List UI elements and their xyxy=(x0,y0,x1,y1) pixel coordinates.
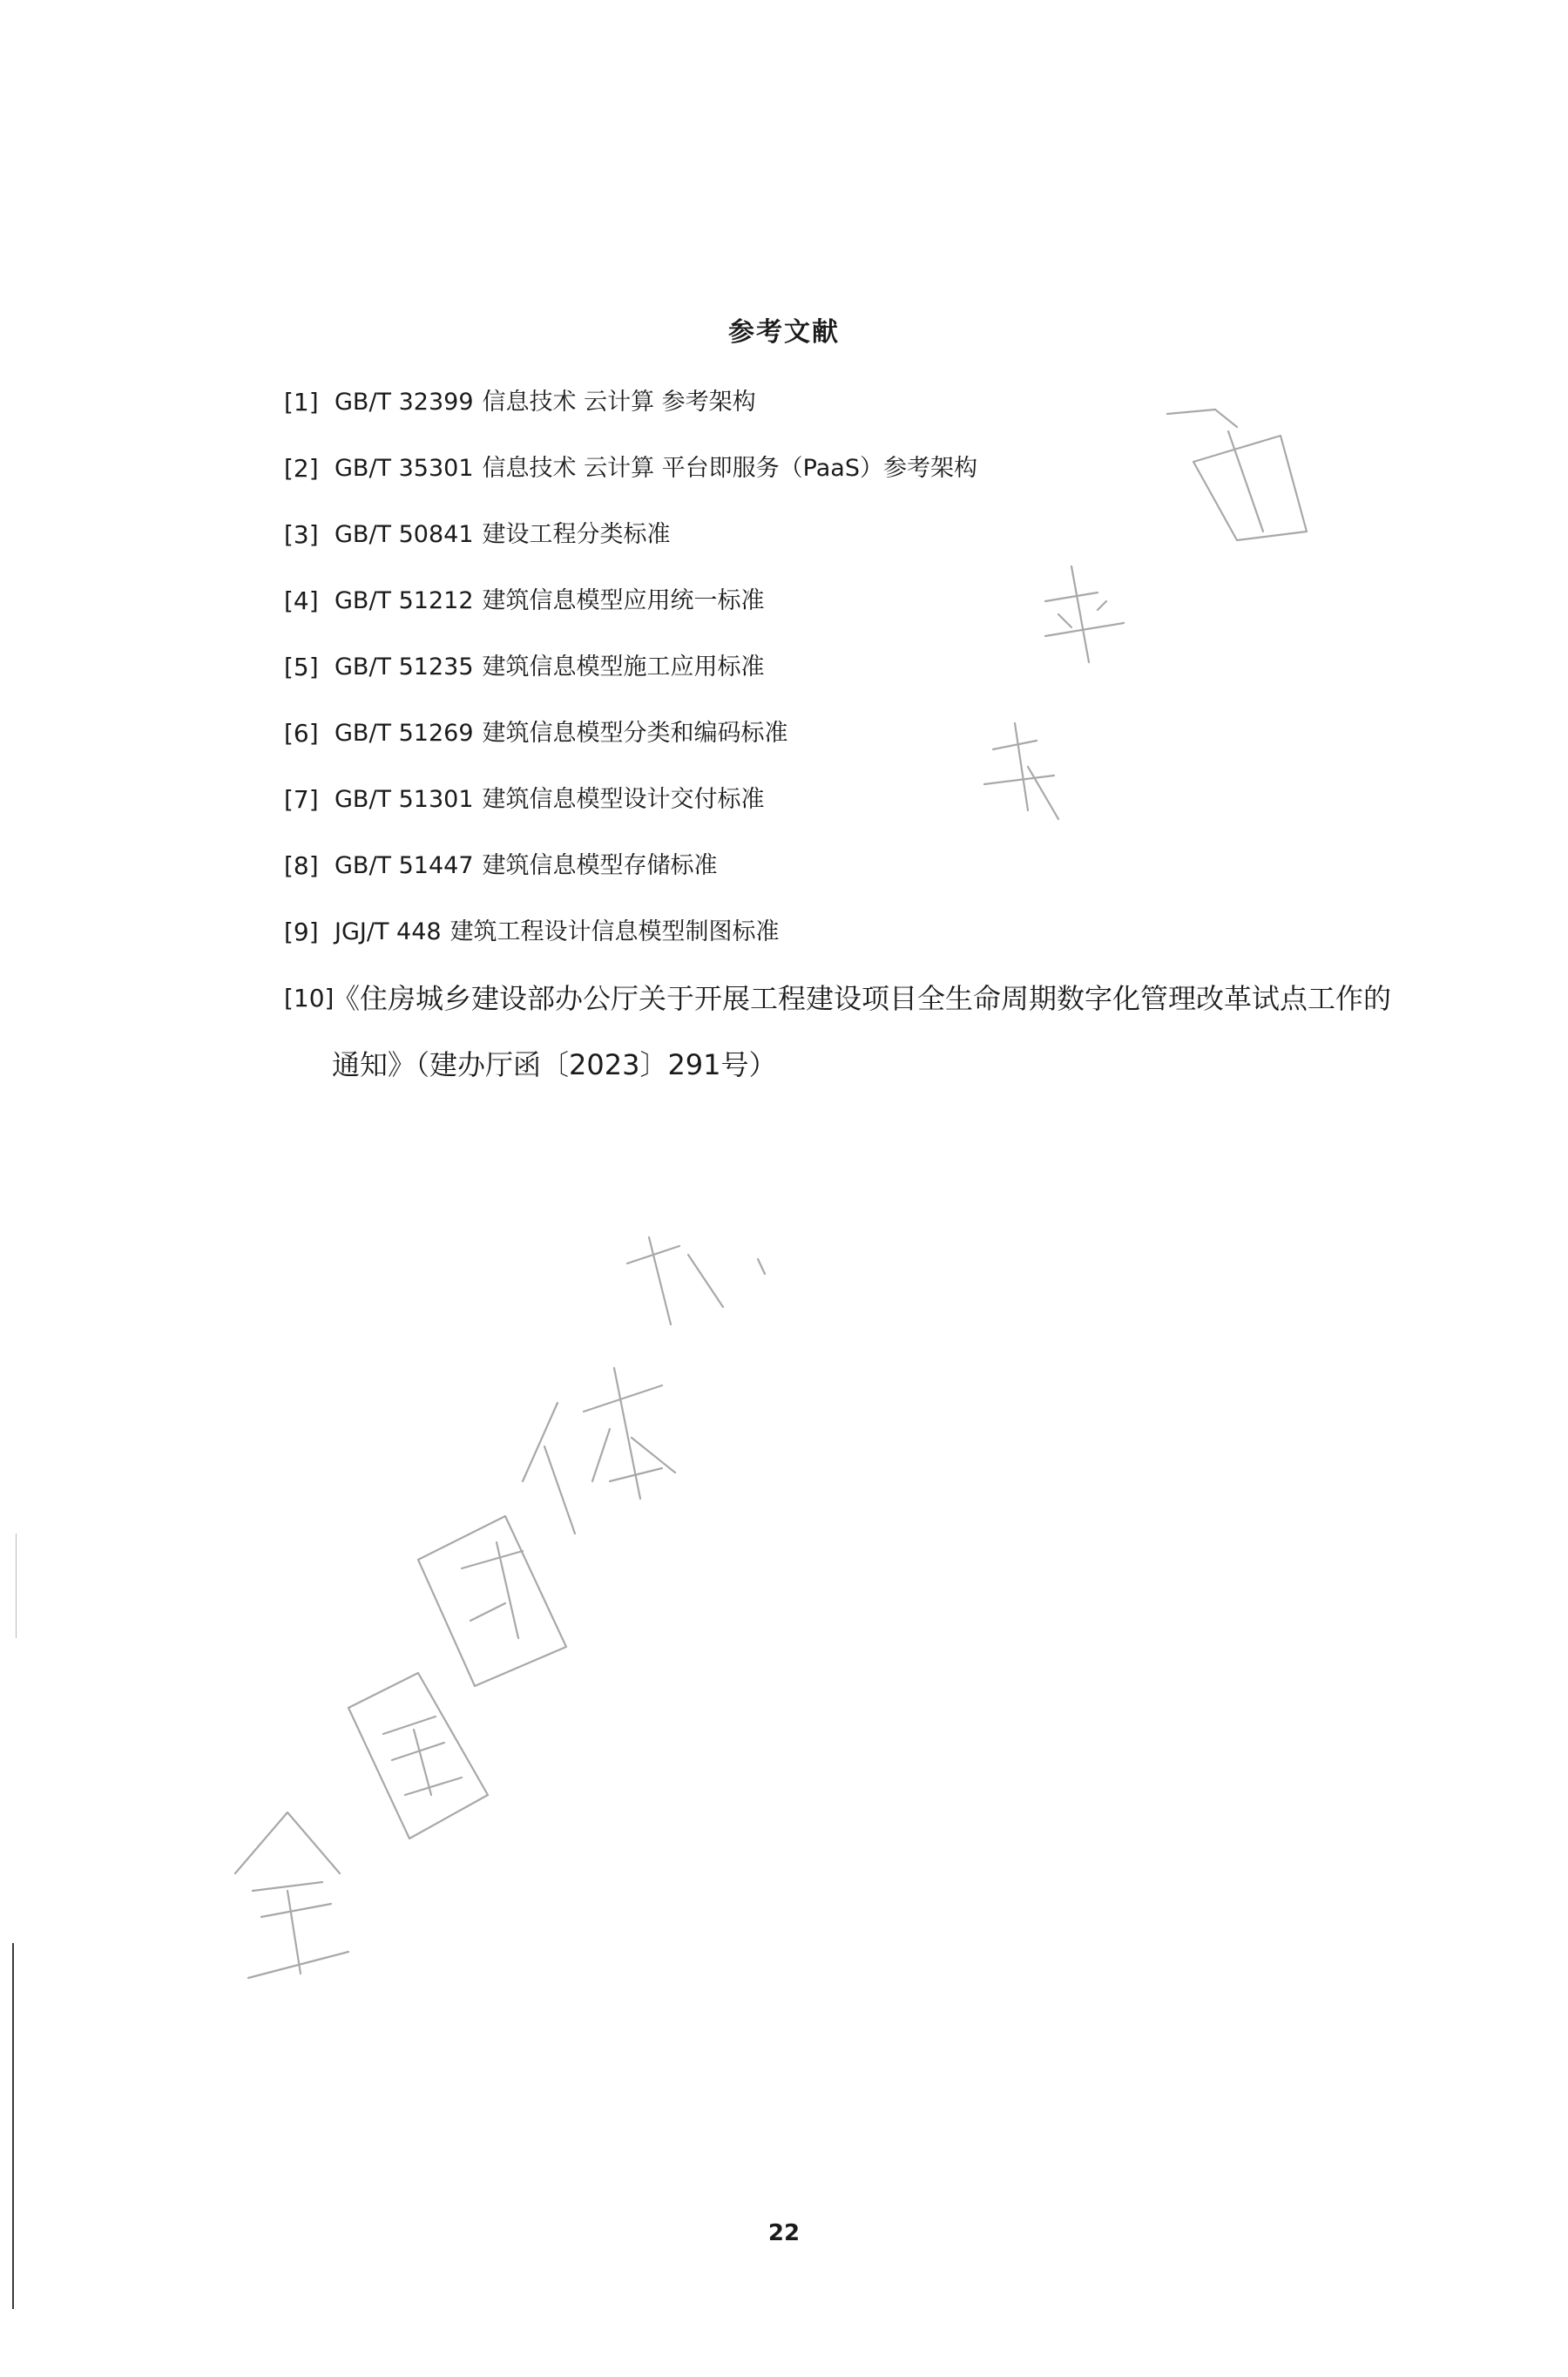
reference-text xyxy=(335,777,765,823)
reference-number: [8] xyxy=(284,851,319,880)
reference-text: 《住房城乡建设部办公厅关于开展工程建设项目全生命周期数字化管理改革试点工作的通知》（建办厅函〔2023〕291号） xyxy=(332,982,1392,1081)
page-number: 22 xyxy=(767,2220,801,2246)
reference-name: 建筑信息模型应用统一标准 xyxy=(482,587,765,614)
reference-item-4 xyxy=(284,579,1416,645)
scan-edge-faint-line xyxy=(16,1534,17,1638)
reference-text xyxy=(335,910,780,955)
reference-code: GB/T 50841 xyxy=(335,521,474,548)
page-title: 参考文献 xyxy=(728,317,840,348)
reference-item-3 xyxy=(284,512,1416,579)
reference-item-6 xyxy=(284,711,1416,777)
reference-number: [3] xyxy=(284,520,319,549)
reference-item-5 xyxy=(284,645,1416,711)
reference-number: [2] xyxy=(284,454,319,483)
reference-name: 建筑信息模型存储标准 xyxy=(482,852,718,879)
reference-name: 信息技术 云计算 参考架构 xyxy=(482,389,756,416)
reference-text xyxy=(335,843,718,889)
reference-item-8 xyxy=(284,843,1416,910)
reference-code: GB/T 32399 xyxy=(335,389,474,416)
reference-code: GB/T 51235 xyxy=(335,654,474,681)
reference-code: JGJ/T 448 xyxy=(335,918,442,945)
reference-name: 信息技术 云计算 平台即服务（PaaS）参考架构 xyxy=(482,455,977,482)
reference-item-7 xyxy=(284,777,1416,843)
reference-item-1 xyxy=(284,380,1416,446)
reference-name: 建筑信息模型施工应用标准 xyxy=(482,654,765,681)
reference-number: [10] xyxy=(284,984,335,1012)
reference-number: [9] xyxy=(284,918,319,946)
reference-code: GB/T 51269 xyxy=(335,720,474,747)
reference-text xyxy=(335,446,977,491)
reference-text xyxy=(335,645,765,690)
reference-number: [1] xyxy=(284,388,319,416)
reference-code: GB/T 51212 xyxy=(335,587,474,614)
reference-text xyxy=(335,512,671,558)
reference-number: [7] xyxy=(284,785,319,814)
reference-text xyxy=(335,380,756,425)
reference-item-10 xyxy=(284,976,1416,1108)
scan-edge-line xyxy=(12,1943,14,2309)
reference-code: GB/T 51447 xyxy=(335,852,474,879)
reference-code: GB/T 51301 xyxy=(335,786,474,813)
reference-name: 建筑信息模型设计交付标准 xyxy=(482,786,765,813)
reference-number: [4] xyxy=(284,586,319,615)
reference-name: 建设工程分类标准 xyxy=(482,521,671,548)
reference-text xyxy=(335,579,765,624)
reference-number: [6] xyxy=(284,719,319,748)
reference-name: 建筑工程设计信息模型制图标准 xyxy=(449,918,780,945)
reference-code: GB/T 35301 xyxy=(335,455,474,482)
reference-number: [5] xyxy=(284,653,319,681)
reference-item-2 xyxy=(284,446,1416,512)
reference-list xyxy=(284,380,1416,1108)
reference-name: 建筑信息模型分类和编码标准 xyxy=(482,720,788,747)
reference-text xyxy=(335,711,788,756)
